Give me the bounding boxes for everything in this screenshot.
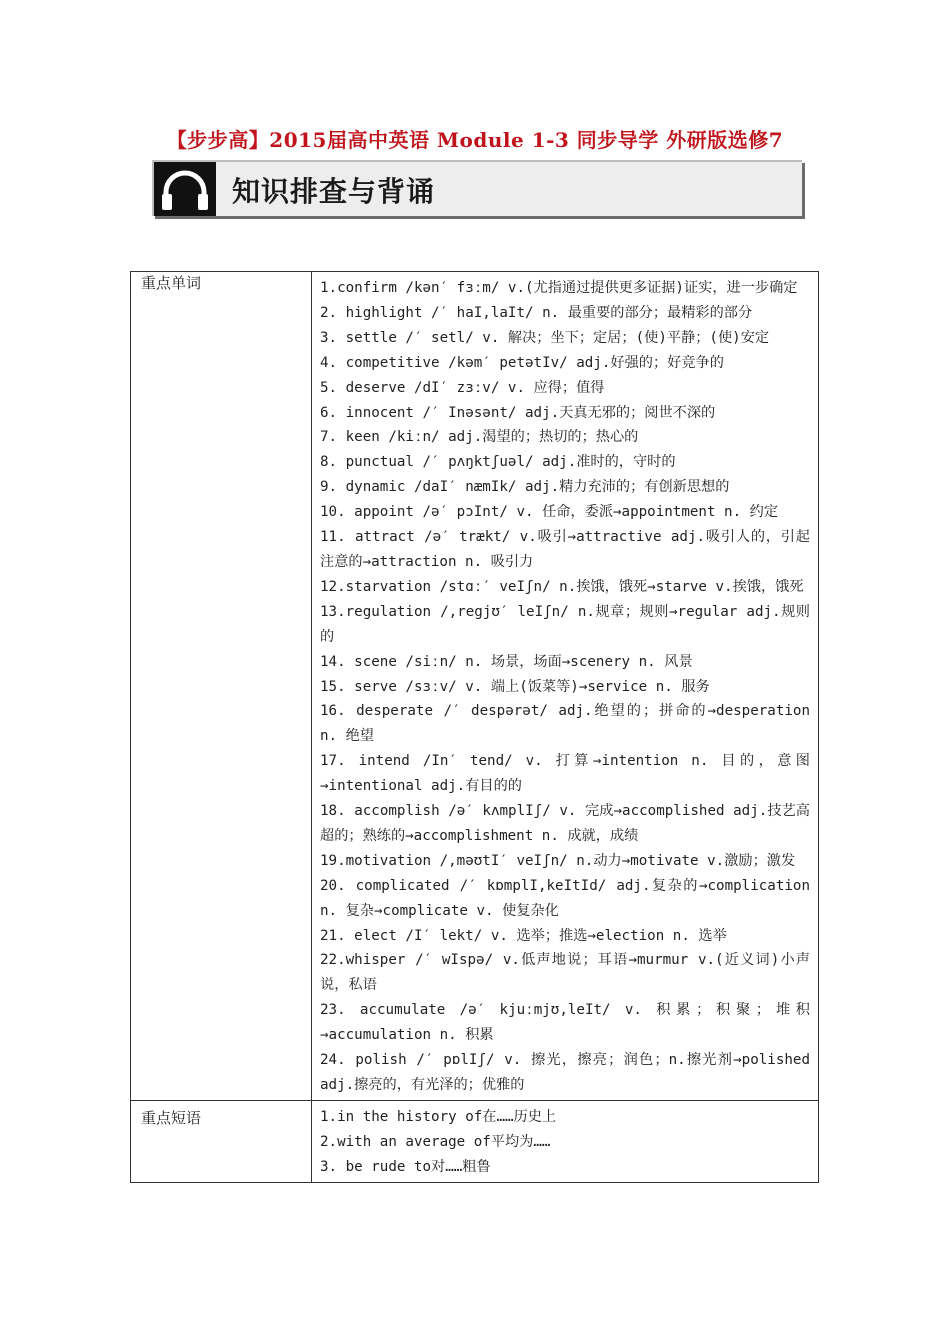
word-entry: 9. dynamic /daI′ næmIk/ adj.精力充沛的；有创新思想的 [320, 479, 730, 496]
document-title: 【步步高】2015届高中英语 Module 1-3 同步导学 外研版选修7 [166, 128, 784, 152]
word-entry: 11. attract /ə′ trækt/ v.吸引→attractive adj.吸引人的，引起注意的→attraction n. 吸引力 [320, 529, 810, 570]
row-label-key-words: 重点单词 [131, 272, 312, 1101]
word-entry: 7. keen /kiːn/ adj.渴望的；热切的；热心的 [320, 429, 639, 446]
word-entry: 6. innocent /′ Inəsənt/ adj.天真无邪的；阅世不深的 [320, 404, 716, 421]
vocabulary-table [130, 271, 819, 1183]
phrase-entry: 1.in the history of在……历史上 [320, 1108, 557, 1125]
word-entry: 19.motivation /,məʊtI′ veIʃn/ n.动力→motivate v.激励；激发 [320, 852, 796, 869]
word-entry: 18. accomplish /ə′ kʌmplIʃ/ v. 完成→accomplished adj.技艺高超的；熟练的→accomplishment n. 成就，成绩 [320, 803, 810, 844]
table-row-key-words [131, 272, 819, 1101]
word-entry: 22.whisper /′ wIspə/ v.低声地说；耳语→murmur v.(近义词)小声说，私语 [320, 952, 810, 994]
word-entry: 13.regulation /,regjʊ′ leIʃn/ n.规章；规则→regular adj.规则的 [320, 603, 810, 645]
headphones-icon [154, 162, 216, 216]
word-entry: 1.confirm /kən′ fɜːm/ v.(尤指通过提供更多证据)证实，进一步确定 [320, 280, 798, 296]
row-label-key-phrases: 重点短语 [131, 1100, 312, 1182]
word-entry: 2. highlight /′ haI,laIt/ n. 最重要的部分；最精彩的部分 [320, 304, 753, 321]
word-entry: 23. accumulate /ə′ kjuːmjʊ,leIt/ v. 积累；积聚；堆积→accumulation n. 积累 [320, 1002, 810, 1044]
table-row-key-phrases [131, 1100, 819, 1182]
word-entry: 24. polish /′ pɒlIʃ/ v. 擦光，擦亮；润色；n.擦光剂→polished adj.擦亮的，有光泽的；优雅的 [320, 1052, 810, 1093]
word-entry: 8. punctual /′ pʌŋktʃuəl/ adj.准时的，守时的 [320, 454, 676, 471]
word-entry: 14. scene /siːn/ n. 场景，场面→scenery n. 风景 [320, 653, 693, 670]
key-phrases-list [312, 1100, 819, 1182]
word-entry: 4. competitive /kəm′ petətIv/ adj.好强的；好竞争的 [320, 354, 724, 371]
key-words-list [312, 272, 819, 1101]
word-entry: 16. desperate /′ despərət/ adj.绝望的；拼命的→desperation n. 绝望 [320, 703, 810, 745]
section-banner [152, 160, 802, 216]
banner-heading: 知识排查与背诵 [232, 175, 436, 208]
word-entry: 5. deserve /dI′ zɜːv/ v. 应得；值得 [320, 379, 605, 396]
word-entry: 20. complicated /′ kɒmplI,keItId/ adj.复杂的→complication n. 复杂→complicate v. 使复杂化 [320, 877, 810, 919]
word-entry: 21. elect /I′ lekt/ v. 选举；推选→election n. 选举 [320, 927, 727, 944]
word-entry: 3. settle /′ setl/ v. 解决；坐下；定居；(使)平静；(使)安定 [320, 329, 770, 346]
word-entry: 12.starvation /stɑː′ veIʃn/ n.挨饿，饿死→starve v.挨饿，饿死 [320, 578, 804, 595]
word-entry: 10. appoint /ə′ pɔInt/ v. 任命，委派→appointment n. 约定 [320, 504, 779, 521]
word-entry: 17. intend /In′ tend/ v. 打算→intention n. 目的，意图→intentional adj.有目的的 [320, 753, 810, 795]
phrase-entry: 2.with an average of平均为…… [320, 1133, 551, 1150]
phrase-entry: 3. be rude to对……粗鲁 [320, 1158, 491, 1175]
word-entry: 15. serve /sɜːv/ v. 端上(饭菜等)→service n. 服务 [320, 678, 710, 695]
